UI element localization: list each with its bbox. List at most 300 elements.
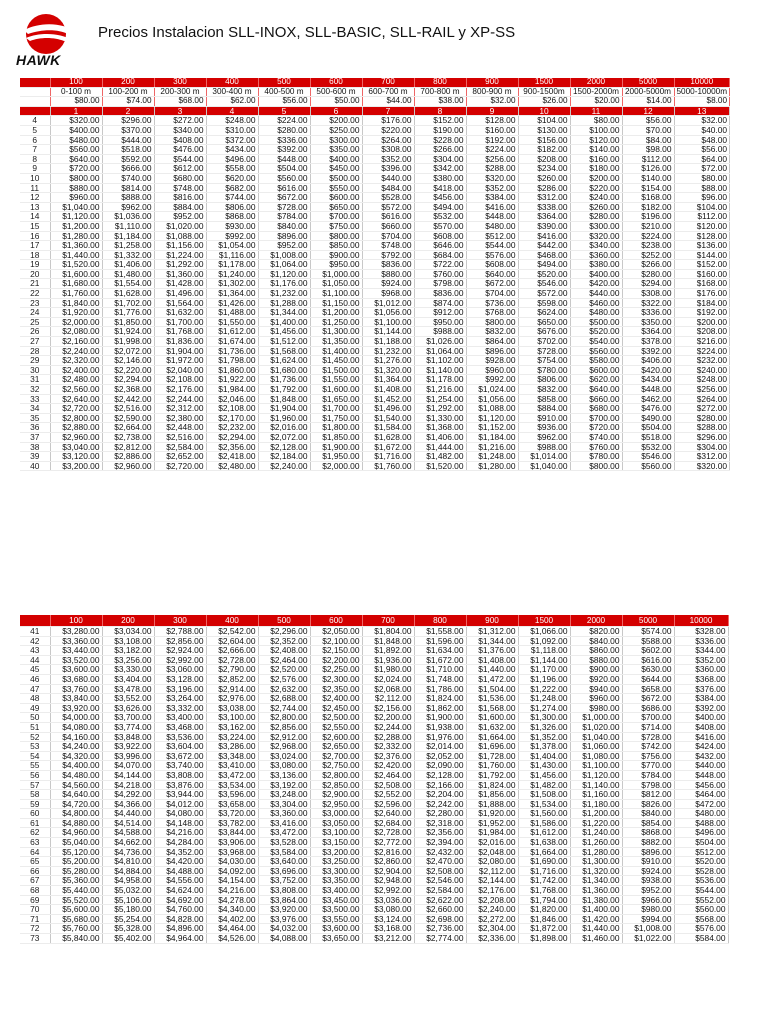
row-label: 67	[20, 876, 50, 886]
price-cell: $1,440.00	[50, 250, 102, 260]
range-header-cell: 200-300 m	[154, 87, 206, 97]
range-header-cell: 800-900 m	[466, 87, 518, 97]
price-cell: $560.00	[570, 346, 622, 356]
price-cell: $1,312.00	[466, 627, 518, 637]
price-cell: $224.00	[674, 346, 730, 356]
price-cell: $3,720.00	[206, 809, 258, 819]
price-cell: $1,056.00	[362, 308, 414, 318]
price-cell: $2,090.00	[414, 761, 466, 771]
price-cell: $1,184.00	[466, 432, 518, 442]
price-cell: $4,720.00	[50, 799, 102, 809]
price-cell: $1,080.00	[570, 751, 622, 761]
price-cell: $616.00	[362, 212, 414, 222]
price-cell: $440.00	[362, 173, 414, 183]
table-row	[20, 193, 730, 203]
price-cell: $2,464.00	[258, 655, 310, 665]
price-cell: $2,552.00	[362, 790, 414, 800]
table-row	[20, 212, 730, 222]
price-cell: $1,408.00	[466, 655, 518, 665]
price-cell: $2,400.00	[50, 365, 102, 375]
price-cell: $1,846.00	[518, 914, 570, 924]
price-cell: $2,350.00	[310, 684, 362, 694]
price-cell: $224.00	[466, 145, 518, 155]
price-cell: $1,404.00	[518, 751, 570, 761]
price-cell: $296.00	[102, 116, 154, 126]
price-cell: $376.00	[674, 684, 728, 694]
price-cell: $1,232.00	[258, 289, 310, 299]
price-cell: $994.00	[622, 914, 674, 924]
price-cell: $784.00	[622, 770, 674, 780]
price-cell: $4,828.00	[154, 914, 206, 924]
price-cell: $4,960.00	[50, 828, 102, 838]
table-row	[20, 627, 728, 637]
price-cell: $4,760.00	[154, 905, 206, 915]
row-label: 24	[20, 308, 50, 318]
price-cell: $1,216.00	[466, 442, 518, 452]
price-cell: $1,534.00	[518, 799, 570, 809]
price-cell: $1,036.00	[102, 212, 154, 222]
price-cell: $2,520.00	[258, 665, 310, 675]
price-cell: $328.00	[674, 627, 728, 637]
price-cell: $300.00	[310, 135, 362, 145]
price-cell: $4,148.00	[154, 818, 206, 828]
price-cell: $1,178.00	[206, 260, 258, 270]
price-cell: $2,080.00	[466, 857, 518, 867]
price-cell: $4,560.00	[50, 780, 102, 790]
table-row	[20, 818, 728, 828]
index-header-cell: 3	[154, 106, 206, 116]
price-cell: $3,280.00	[50, 627, 102, 637]
price-cell: $1,848.00	[258, 394, 310, 404]
row-label: 64	[20, 847, 50, 857]
price-cell: $128.00	[466, 116, 518, 126]
price-cell: $2,108.00	[154, 375, 206, 385]
price-cell: $3,200.00	[50, 461, 102, 471]
price-cell: $400.00	[570, 269, 622, 279]
price-cell: $512.00	[466, 231, 518, 241]
price-cell: $1,650.00	[310, 394, 362, 404]
price-cell: $3,224.00	[206, 732, 258, 742]
price-cell: $3,626.00	[102, 703, 154, 713]
index-header-cell: 9	[466, 106, 518, 116]
price-cell: $576.00	[674, 924, 728, 934]
price-cell: $1,288.00	[258, 298, 310, 308]
row-label: 68	[20, 886, 50, 896]
price-cell: $3,700.00	[102, 713, 154, 723]
price-cell: $4,278.00	[206, 895, 258, 905]
price-cell: $460.00	[570, 298, 622, 308]
capacity-header-cell: 800	[414, 78, 466, 87]
price-cell: $720.00	[50, 164, 102, 174]
row-label: 27	[20, 337, 50, 347]
row-label: 35	[20, 413, 50, 423]
price-cell: $322.00	[622, 298, 674, 308]
price-cell: $380.00	[570, 260, 622, 270]
price-cell: $468.00	[518, 250, 570, 260]
price-cell: $2,976.00	[206, 694, 258, 704]
price-cell: $308.00	[622, 289, 674, 299]
table-row	[20, 674, 728, 684]
table-row	[20, 308, 730, 318]
base-price-cell: $32.00	[466, 97, 518, 107]
price-cell: $4,218.00	[102, 780, 154, 790]
price-cell: $5,106.00	[102, 895, 154, 905]
row-label: 54	[20, 751, 50, 761]
price-cell: $4,320.00	[50, 751, 102, 761]
base-price-cell: $56.00	[258, 97, 310, 107]
price-cell: $2,442.00	[102, 394, 154, 404]
price-cell: $5,254.00	[102, 914, 154, 924]
price-cell: $640.00	[466, 269, 518, 279]
price-cell: $504.00	[258, 164, 310, 174]
price-cell: $1,674.00	[206, 337, 258, 347]
base-price-cell: $44.00	[362, 97, 414, 107]
base-price-cell: $62.00	[206, 97, 258, 107]
price-cell: $1,924.00	[102, 327, 154, 337]
price-cell: $112.00	[674, 212, 730, 222]
price-cell: $2,736.00	[414, 924, 466, 934]
price-cell: $660.00	[570, 394, 622, 404]
table-row	[20, 838, 728, 848]
table-row	[20, 751, 728, 761]
table-row	[20, 895, 728, 905]
price-cell: $1,180.00	[570, 799, 622, 809]
table-row	[20, 241, 730, 251]
price-cell: $238.00	[622, 241, 674, 251]
price-cell: $1,856.00	[466, 790, 518, 800]
price-cell: $2,068.00	[362, 684, 414, 694]
price-cell: $3,440.00	[50, 646, 102, 656]
price-cell: $1,794.00	[518, 895, 570, 905]
price-cell: $3,920.00	[258, 905, 310, 915]
price-cell: $1,444.00	[414, 442, 466, 452]
price-cell: $3,100.00	[206, 713, 258, 723]
price-cell: $952.00	[154, 212, 206, 222]
price-cell: $770.00	[622, 761, 674, 771]
price-cell: $2,146.00	[102, 356, 154, 366]
price-cell: $584.00	[674, 934, 728, 944]
table-row	[20, 202, 730, 212]
price-cell: $884.00	[518, 404, 570, 414]
price-cell: $1,100.00	[310, 289, 362, 299]
price-cell: $3,472.00	[206, 770, 258, 780]
price-cell: $408.00	[674, 722, 728, 732]
price-cell: $190.00	[414, 125, 466, 135]
price-cell: $1,120.00	[466, 413, 518, 423]
price-cell: $1,472.00	[466, 674, 518, 684]
price-cell: $3,472.00	[258, 828, 310, 838]
row-label: 55	[20, 761, 50, 771]
row-label: 34	[20, 404, 50, 414]
price-cell: $1,184.00	[102, 231, 154, 241]
price-cell: $384.00	[674, 694, 728, 704]
price-cell: $1,120.00	[50, 212, 102, 222]
price-cell: $888.00	[102, 193, 154, 203]
price-cell: $896.00	[622, 847, 674, 857]
price-cell: $434.00	[206, 145, 258, 155]
price-cell: $1,188.00	[362, 337, 414, 347]
price-cell: $500.00	[310, 173, 362, 183]
price-cell: $910.00	[518, 413, 570, 423]
price-cell: $2,304.00	[466, 924, 518, 934]
price-cell: $666.00	[102, 164, 154, 174]
capacity-header-cell: 10000	[674, 78, 730, 87]
price-cell: $988.00	[414, 327, 466, 337]
price-cell: $1,664.00	[466, 732, 518, 742]
price-cell: $182.00	[622, 202, 674, 212]
price-cell: $1,482.00	[518, 780, 570, 790]
price-cell: $3,286.00	[206, 742, 258, 752]
price-cell: $364.00	[518, 212, 570, 222]
price-cell: $800.00	[310, 231, 362, 241]
price-cell: $2,356.00	[206, 442, 258, 452]
price-cell: $4,480.00	[50, 770, 102, 780]
price-cell: $252.00	[622, 250, 674, 260]
price-cell: $154.00	[622, 183, 674, 193]
table-row	[20, 809, 728, 819]
price-cell: $2,950.00	[310, 799, 362, 809]
price-cell: $1,220.00	[570, 818, 622, 828]
price-cell: $3,304.00	[258, 799, 310, 809]
price-cell: $296.00	[674, 432, 730, 442]
table-row	[20, 260, 730, 270]
price-cell: $310.00	[206, 125, 258, 135]
price-cell: $3,360.00	[50, 636, 102, 646]
price-cell: $3,350.00	[310, 876, 362, 886]
price-cell: $884.00	[154, 202, 206, 212]
price-cell: $1,786.00	[414, 684, 466, 694]
price-cell: $962.00	[102, 202, 154, 212]
row-label: 31	[20, 375, 50, 385]
row-label	[20, 615, 50, 627]
price-cell: $532.00	[414, 212, 466, 222]
table-row	[20, 665, 728, 675]
price-cell: $1,938.00	[414, 722, 466, 732]
price-cell: $3,182.00	[102, 646, 154, 656]
table-row	[20, 423, 730, 433]
price-cell: $340.00	[570, 241, 622, 251]
price-cell: $1,380.00	[570, 895, 622, 905]
price-cell: $1,550.00	[206, 317, 258, 327]
price-cell: $2,240.00	[258, 461, 310, 471]
price-cell: $418.00	[414, 183, 466, 193]
price-cell: $2,408.00	[258, 646, 310, 656]
price-cell: $1,008.00	[258, 250, 310, 260]
price-cell: $1,012.00	[362, 298, 414, 308]
price-cell: $392.00	[258, 145, 310, 155]
price-cell: $1,612.00	[206, 327, 258, 337]
price-cell: $864.00	[466, 337, 518, 347]
price-cell: $1,420.00	[570, 914, 622, 924]
price-cell: $280.00	[258, 125, 310, 135]
price-cell: $2,050.00	[310, 627, 362, 637]
table-row	[20, 356, 730, 366]
price-cell: $2,886.00	[102, 452, 154, 462]
table-row	[20, 799, 728, 809]
price-cell: $832.00	[466, 327, 518, 337]
price-cell: $868.00	[206, 212, 258, 222]
table-row	[20, 365, 730, 375]
price-cell: $1,450.00	[310, 356, 362, 366]
price-cell: $2,380.00	[154, 413, 206, 423]
price-cell: $1,736.00	[258, 375, 310, 385]
price-cell: $3,552.00	[102, 694, 154, 704]
price-cell: $832.00	[518, 385, 570, 395]
price-cell: $1,240.00	[570, 828, 622, 838]
price-cell: $3,400.00	[310, 886, 362, 896]
table-row	[20, 269, 730, 279]
price-cell: $1,892.00	[362, 646, 414, 656]
price-cell: $408.00	[154, 135, 206, 145]
price-cell: $960.00	[466, 365, 518, 375]
price-cell: $1,350.00	[310, 337, 362, 347]
index-header-cell: 5	[258, 106, 310, 116]
row-label: 13	[20, 202, 50, 212]
price-cell: $528.00	[362, 193, 414, 203]
price-cell: $3,536.00	[154, 732, 206, 742]
row-label: 45	[20, 665, 50, 675]
price-cell: $1,360.00	[154, 269, 206, 279]
price-cell: $5,440.00	[50, 886, 102, 896]
price-cell: $248.00	[674, 375, 730, 385]
price-cell: $2,112.00	[466, 866, 518, 876]
row-label: 9	[20, 164, 50, 174]
price-cell: $4,896.00	[154, 924, 206, 934]
price-cell: $272.00	[154, 116, 206, 126]
price-cell: $1,170.00	[518, 665, 570, 675]
price-cell: $1,116.00	[206, 250, 258, 260]
price-cell: $620.00	[206, 173, 258, 183]
price-cell: $1,300.00	[518, 713, 570, 723]
price-cell: $1,638.00	[518, 838, 570, 848]
price-cell: $392.00	[674, 703, 728, 713]
price-cell: $1,862.00	[414, 703, 466, 713]
row-label: 56	[20, 770, 50, 780]
price-cell: $2,772.00	[362, 838, 414, 848]
price-cell: $1,216.00	[414, 385, 466, 395]
price-cell: $1,378.00	[518, 742, 570, 752]
capacity-header-cell: 10000	[674, 615, 728, 627]
range-header-cell: 0-100 m	[50, 87, 102, 97]
row-label: 25	[20, 317, 50, 327]
price-cell: $3,136.00	[258, 770, 310, 780]
price-cell: $544.00	[154, 154, 206, 164]
price-cell: $1,596.00	[414, 636, 466, 646]
row-label: 69	[20, 895, 50, 905]
row-label: 70	[20, 905, 50, 915]
price-cell: $676.00	[518, 327, 570, 337]
row-label: 12	[20, 193, 50, 203]
price-cell: $1,760.00	[466, 761, 518, 771]
price-cell: $1,222.00	[518, 684, 570, 694]
row-label: 71	[20, 914, 50, 924]
price-cell: $4,284.00	[154, 838, 206, 848]
price-cell: $248.00	[206, 116, 258, 126]
table-row	[20, 442, 730, 452]
price-cell: $4,514.00	[102, 818, 154, 828]
price-cell: $4,440.00	[102, 809, 154, 819]
capacity-header-cell: 600	[310, 615, 362, 627]
price-cell: $968.00	[362, 289, 414, 299]
index-header-cell: 7	[362, 106, 414, 116]
price-cell: $2,072.00	[102, 346, 154, 356]
row-label: 28	[20, 346, 50, 356]
row-label: 22	[20, 289, 50, 299]
row-label: 16	[20, 231, 50, 241]
price-cell: $1,340.00	[570, 876, 622, 886]
price-cell: $3,120.00	[50, 452, 102, 462]
price-cell: $1,280.00	[466, 461, 518, 471]
price-cell: $484.00	[362, 183, 414, 193]
price-cell: $2,750.00	[310, 761, 362, 771]
row-label: 63	[20, 838, 50, 848]
price-cell: $1,248.00	[518, 694, 570, 704]
price-cell: $988.00	[518, 442, 570, 452]
price-cell: $4,144.00	[102, 770, 154, 780]
price-cell: $672.00	[622, 694, 674, 704]
price-cell: $256.00	[674, 385, 730, 395]
price-cell: $3,468.00	[154, 722, 206, 732]
price-cell: $3,774.00	[102, 722, 154, 732]
price-cell: $5,032.00	[102, 886, 154, 896]
price-cell: $2,960.00	[102, 461, 154, 471]
price-cell: $1,100.00	[362, 317, 414, 327]
price-cell: $420.00	[570, 279, 622, 289]
price-cell: $176.00	[674, 289, 730, 299]
price-cell: $2,464.00	[362, 770, 414, 780]
row-label	[20, 78, 50, 87]
price-cell: $1,232.00	[362, 346, 414, 356]
price-cell: $938.00	[622, 876, 674, 886]
price-cell: $1,792.00	[466, 770, 518, 780]
page-title: Precios Instalacion SLL-INOX, SLL-BASIC, SLL-RAIL y XP-SS	[98, 24, 516, 41]
price-cell: $1,624.00	[258, 356, 310, 366]
base-price-cell: $80.00	[50, 97, 102, 107]
price-cell: $240.00	[570, 193, 622, 203]
price-cell: $1,824.00	[414, 694, 466, 704]
price-cell: $2,128.00	[258, 442, 310, 452]
capacity-header-cell: 700	[362, 615, 414, 627]
price-cell: $560.00	[50, 145, 102, 155]
price-cell: $900.00	[570, 665, 622, 675]
price-cell: $2,024.00	[362, 674, 414, 684]
price-cell: $2,860.00	[362, 857, 414, 867]
table-row	[20, 346, 730, 356]
price-cell: $2,508.00	[362, 780, 414, 790]
price-cell: $3,256.00	[102, 655, 154, 665]
price-cell: $4,340.00	[206, 905, 258, 915]
price-cell: $1,672.00	[414, 655, 466, 665]
price-cell: $2,856.00	[258, 722, 310, 732]
price-cell: $3,348.00	[206, 751, 258, 761]
price-cell: $1,952.00	[466, 818, 518, 828]
row-label	[20, 106, 50, 116]
row-label: 4	[20, 116, 50, 126]
row-label: 21	[20, 279, 50, 289]
price-cell: $2,596.00	[362, 799, 414, 809]
price-cell: $2,664.00	[102, 423, 154, 433]
price-cell: $1,400.00	[310, 346, 362, 356]
price-cell: $1,936.00	[362, 655, 414, 665]
row-label: 36	[20, 423, 50, 433]
price-cell: $1,748.00	[414, 674, 466, 684]
price-cell: $1,728.00	[466, 751, 518, 761]
price-cell: $1,360.00	[570, 886, 622, 896]
table-row	[20, 413, 730, 423]
price-cell: $1,840.00	[50, 298, 102, 308]
row-label: 62	[20, 828, 50, 838]
row-label: 49	[20, 703, 50, 713]
